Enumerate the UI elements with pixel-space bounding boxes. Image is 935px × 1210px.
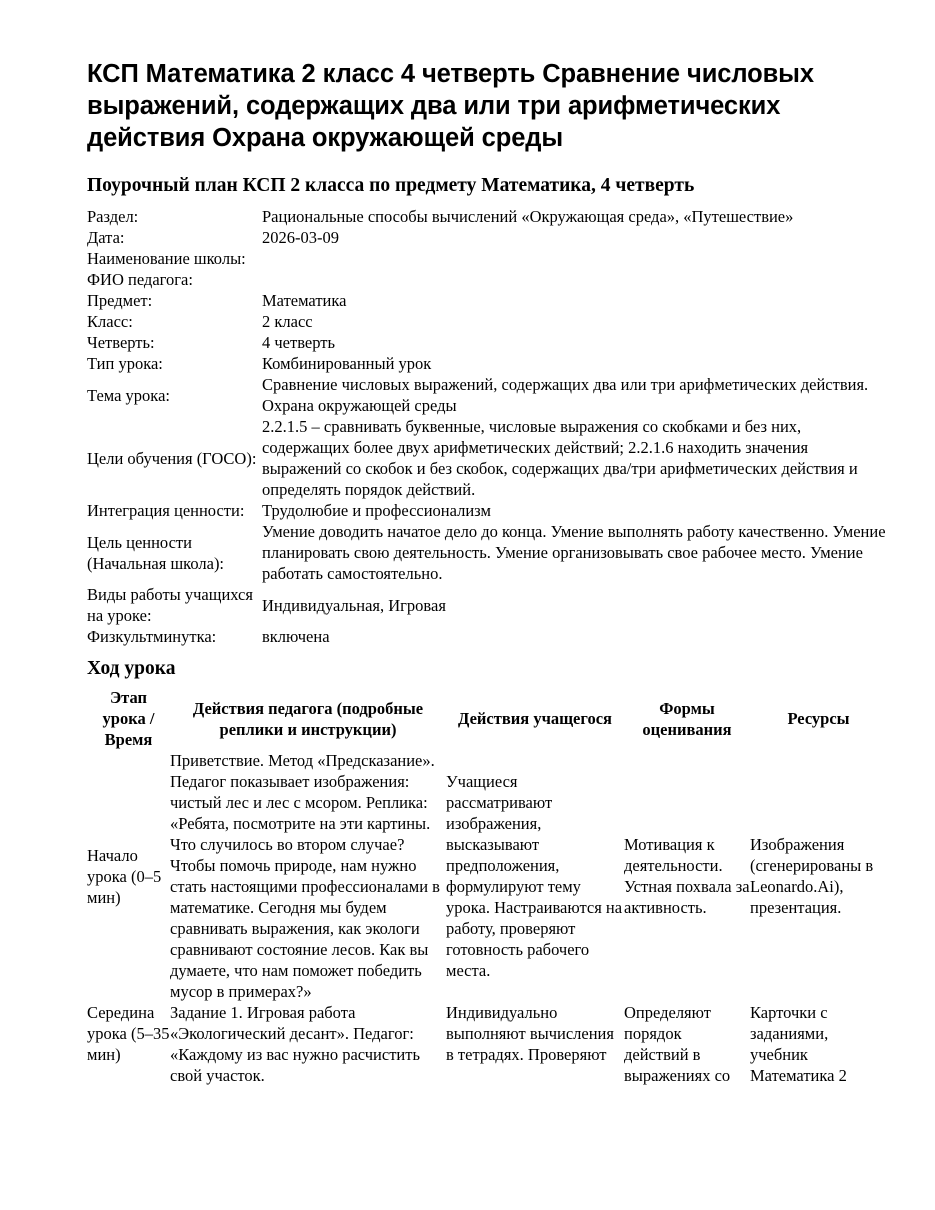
info-row-work-types xyxy=(87,584,887,626)
student-actions-cell: Учащиеся рассматривают изображения, высказывают предположения, формулируют тему урока. Настраиваются на работу, проверяют готовность рабочего места. xyxy=(446,772,623,980)
info-table xyxy=(87,206,887,647)
lesson-flow-table xyxy=(87,687,887,1086)
info-label: Цель ценности (Начальная школа): xyxy=(87,532,225,573)
lesson-flow-heading: Ход урока xyxy=(87,658,176,679)
info-row-topic xyxy=(87,374,887,416)
page-title: КСП Математика 2 класс 4 четверть Сравнение числовых выражений, содержащих два или три арифметических действия Охрана окружающей среды xyxy=(87,60,814,152)
info-label: ФИО педагога: xyxy=(87,270,193,289)
info-label: Интеграция ценности: xyxy=(87,501,245,520)
header-assessment: Формы оценивания xyxy=(642,698,732,739)
table-header-row xyxy=(87,687,887,750)
info-label: Предмет: xyxy=(87,291,153,310)
info-value: 2.2.1.5 – сравнивать буквенные, числовые выражения со скобками и без них, содержащих более двух арифметических действий; 2.2.1.6 находить значения выражений со скобок и без скобок, содержащих два/три арифметических действия и определять порядок действий. xyxy=(262,417,858,499)
assessment-cell: Мотивация к деятельности. Устная похвала за активность. xyxy=(624,835,750,917)
plan-subtitle: Поурочный план КСП 2 класса по предмету Математика, 4 четверть xyxy=(87,175,695,196)
info-label: Виды работы учащихся на уроке: xyxy=(87,585,253,625)
info-label: Наименование школы: xyxy=(87,249,246,268)
header-student-actions: Действия учащегося xyxy=(458,709,612,728)
stage-cell: Середина урока (5–35 мин) xyxy=(87,1003,170,1064)
info-row-goals xyxy=(87,416,887,500)
header-stage: Этап урока / Время xyxy=(102,688,155,749)
info-value: Трудолюбие и профессионализм xyxy=(262,501,491,520)
info-value: 2026-03-09 xyxy=(262,228,339,247)
resources-cell: Изображения (сгенерированы в Leonardo.Ai), презентация. xyxy=(750,835,874,917)
info-label: Тема урока: xyxy=(87,385,170,405)
student-actions-cell: Индивидуально выполняют вычисления в тетрадях. Проверяют xyxy=(446,1003,614,1064)
info-value: Комбинированный урок xyxy=(262,354,432,373)
info-row-quarter xyxy=(87,332,887,353)
table-row xyxy=(87,1002,887,1086)
info-row-lesson-type xyxy=(87,353,887,374)
info-row-grade xyxy=(87,311,887,332)
assessment-cell: Определяют порядок действий в выражениях со xyxy=(624,1003,731,1085)
info-value: Индивидуальная, Игровая xyxy=(262,595,446,615)
info-label: Физкультминутка: xyxy=(87,627,217,646)
info-value xyxy=(262,248,887,269)
info-value: Сравнение числовых выражений, содержащих два или три арифметических действия. Охрана окружающей среды xyxy=(262,375,869,415)
stage-cell: Начало урока (0–5 мин) xyxy=(87,845,162,907)
info-value: 4 четверть xyxy=(262,333,335,352)
info-value: 2 класс xyxy=(262,312,313,331)
info-row-school xyxy=(87,248,887,269)
info-value: Умение доводить начатое дело до конца. Умение выполнять работу качественно. Умение планировать свою деятельность. Умение организовывать свое рабочее место. Умение работать самостоятельно. xyxy=(262,522,886,583)
info-value: Математика xyxy=(262,291,347,310)
teacher-actions-cell: Приветствие. Метод «Предсказание». Педагог показывает изображения: чистый лес и лес с мсором. Реплика: «Ребята, посмотрите на эти картины. Что случилось во втором случае? Чтобы помочь природе, нам нужно стать настоящими профессионалами в математике. Сегодня мы будем сравнивать выражения, как экологи сравнивают состояние лесов. Как вы думаете, что нам поможет победить мусор в примерах?» xyxy=(170,751,440,1001)
teacher-actions-cell: Задание 1. Игровая работа «Экологический десант». Педагог: «Каждому из вас нужно расчистить свой участок. xyxy=(170,1003,420,1085)
table-row xyxy=(87,750,887,1002)
document-page xyxy=(87,58,887,1086)
info-label: Класс: xyxy=(87,312,133,331)
info-row-value-goal xyxy=(87,521,887,584)
header-teacher-actions: Действия педагога (подробные реплики и инструкции) xyxy=(192,698,424,739)
info-row-fizminutka xyxy=(87,626,887,647)
info-row-razdel xyxy=(87,206,887,227)
info-row-subject xyxy=(87,290,887,311)
info-label: Раздел: xyxy=(87,207,139,226)
info-label: Дата: xyxy=(87,228,125,247)
info-value: включена xyxy=(262,627,330,646)
info-label: Тип урока: xyxy=(87,354,163,373)
info-label: Четверть: xyxy=(87,333,155,352)
info-row-teacher xyxy=(87,269,887,290)
info-value xyxy=(262,269,887,290)
resources-cell: Карточки с заданиями, учебник Математика 2 xyxy=(750,1003,847,1085)
info-row-date xyxy=(87,227,887,248)
header-resources: Ресурсы xyxy=(787,709,850,728)
info-label: Цели обучения (ГОСО): xyxy=(87,448,257,468)
info-row-integration xyxy=(87,500,887,521)
info-value: Рациональные способы вычислений «Окружающая среда», «Путешествие» xyxy=(262,207,794,226)
